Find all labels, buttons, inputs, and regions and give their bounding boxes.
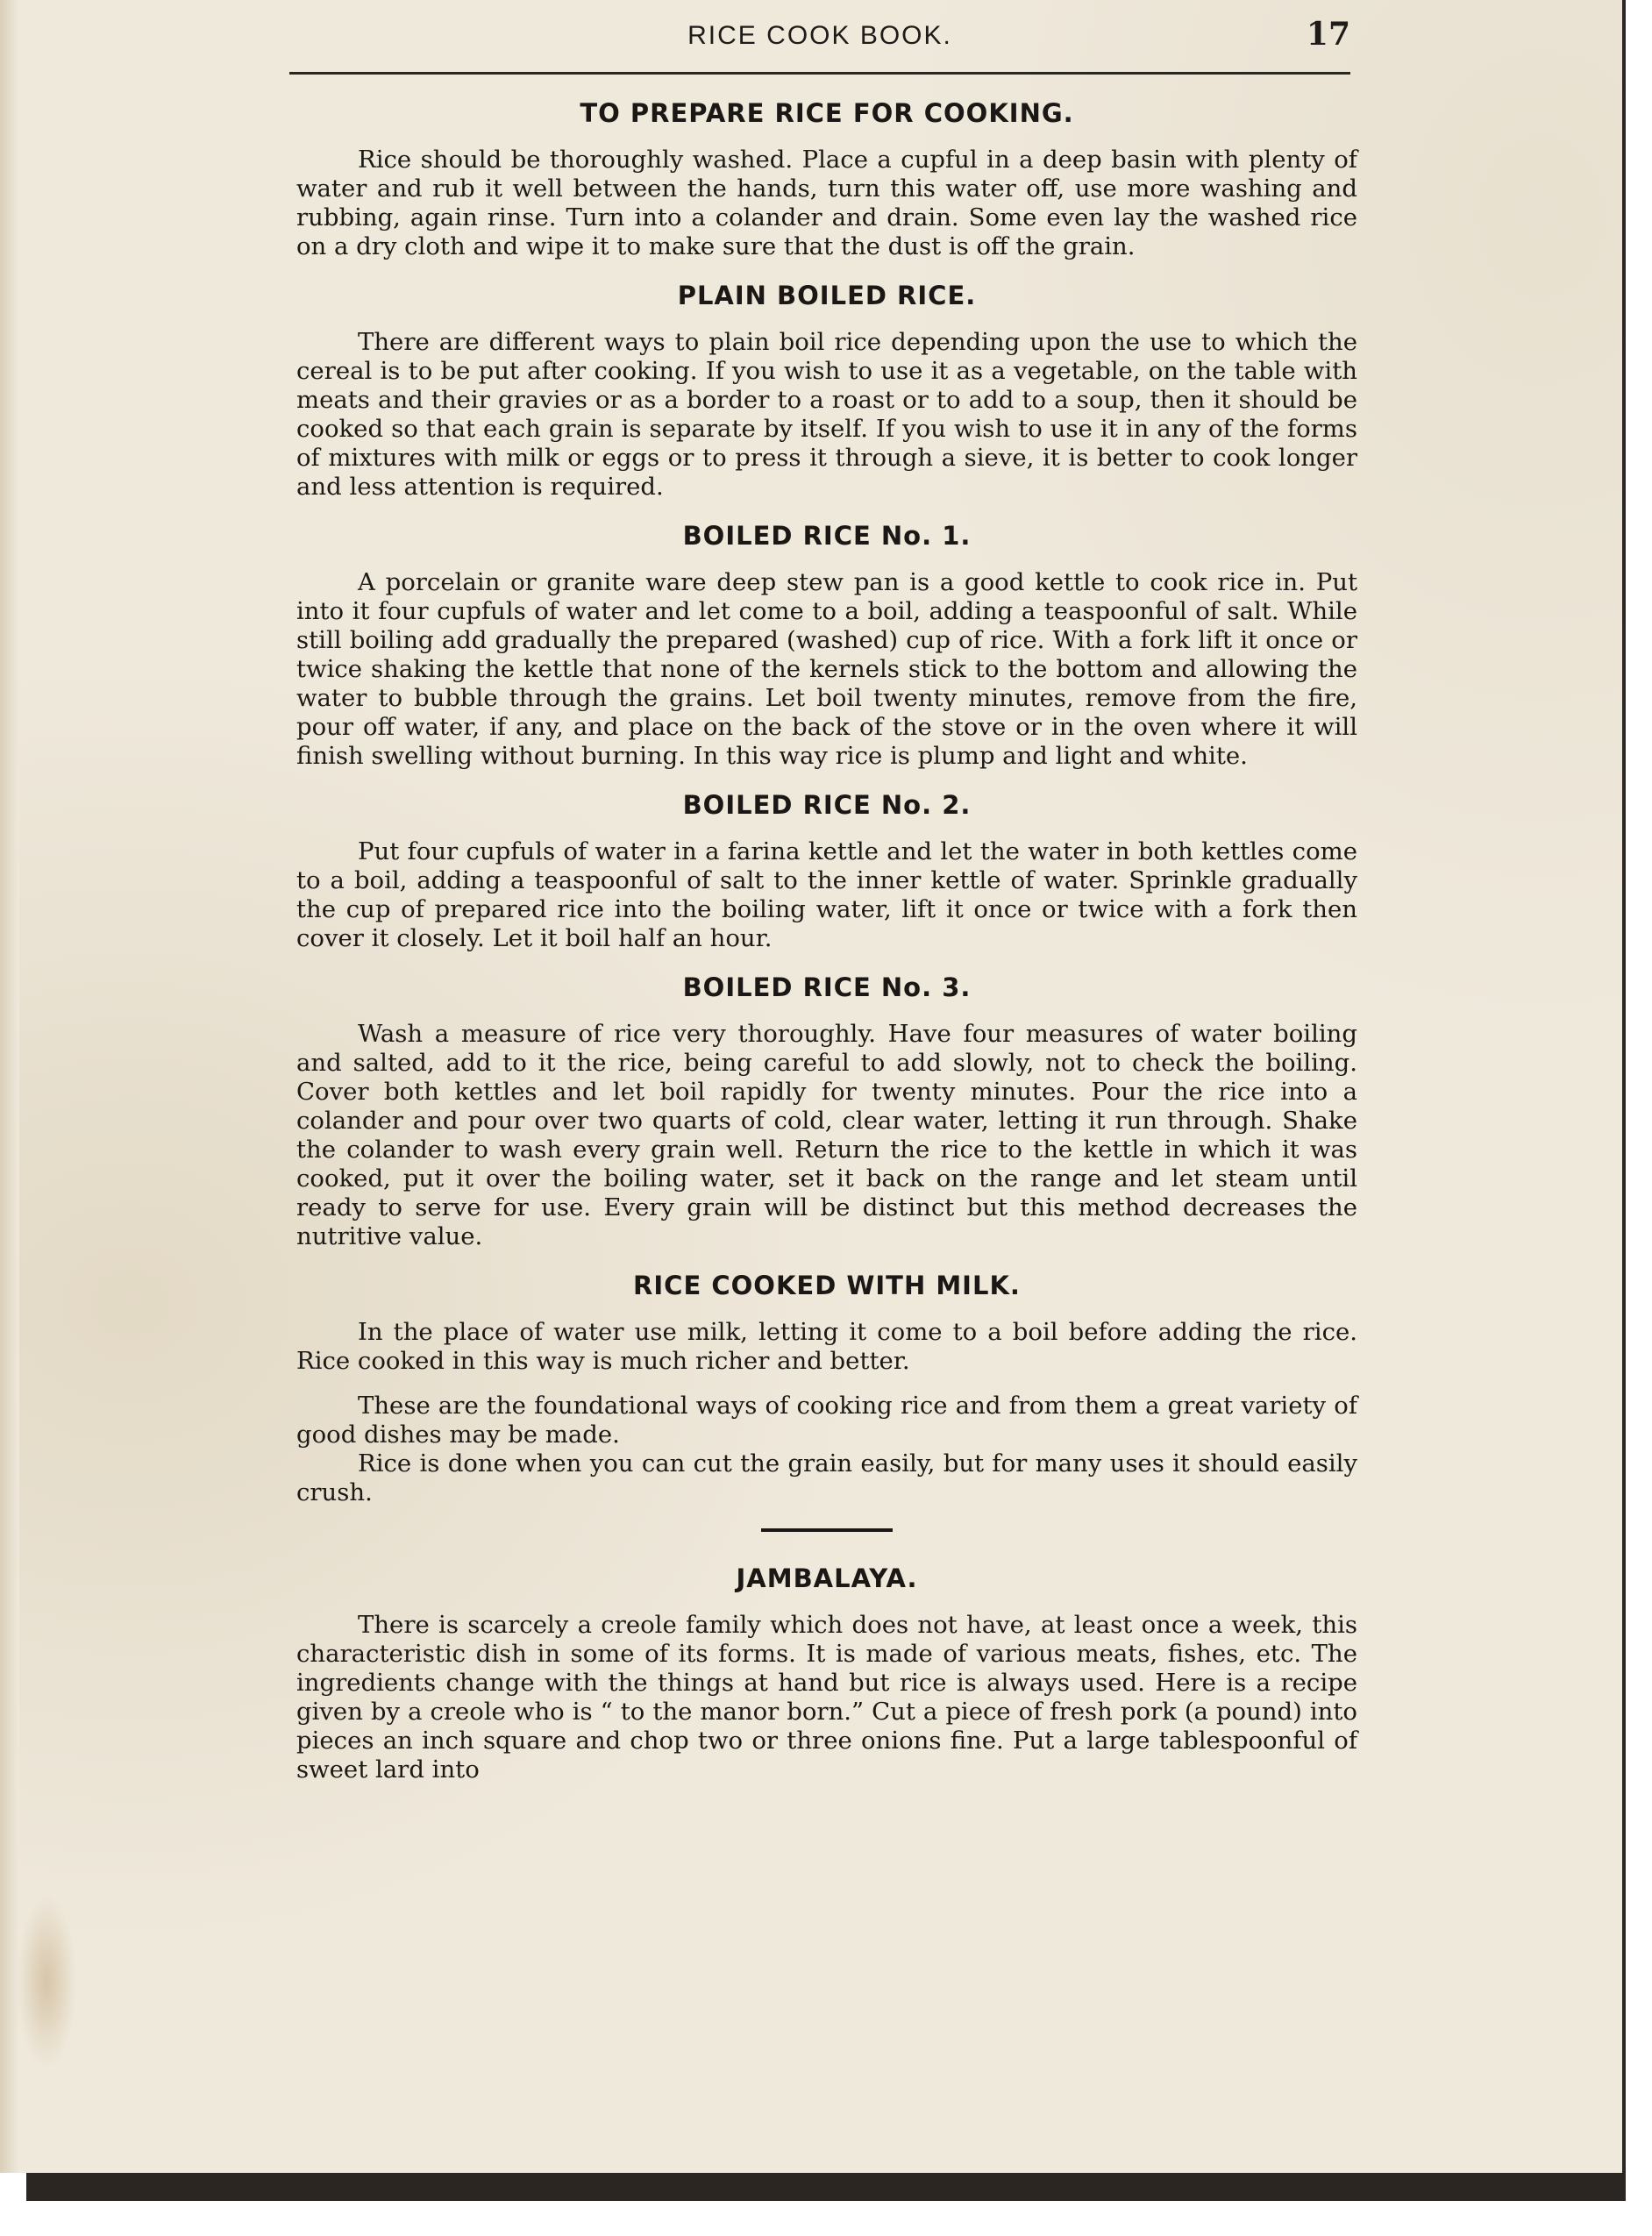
section-title: BOILED RICE No. 1. <box>682 521 972 551</box>
paragraph: In the place of water use milk, letting it come to a boil before adding the rice. Rice cooked in this way is much richer and better. <box>296 1318 1357 1375</box>
section-plain-boiled-rice <box>296 281 1357 502</box>
paragraph: Rice should be thoroughly washed. Place a cupful in a deep basin with plenty of water and rub it well between the hands, turn this water off, use more washing and rubbing, again rinse. Turn into a colander and drain. Some even lay the washed rice on a dry cloth and wipe it to make sure that the dust is off the grain. <box>296 146 1357 260</box>
page-content <box>296 98 1357 1784</box>
binding-edge <box>0 0 19 2173</box>
paragraph: There are different ways to plain boil rice depending upon the use to which the cereal is to be put after cooking. If you wish to use it as a vegetable, on the table with meats and their gravies or as a border to a roast or to add to a soup, then it should be cooked so that each grain is separate by itself. If you wish to use it in any of the forms of mixtures with milk or eggs or to press it through a sieve, it is better to cook longer and less attention is required. <box>296 328 1357 501</box>
running-title: RICE COOK BOOK. <box>687 21 952 50</box>
section-boiled-rice-3 <box>296 972 1357 1251</box>
paragraph: Rice is done when you can cut the grain easily, but for many uses it should easily crush. <box>296 1449 1357 1506</box>
section-title: BOILED RICE No. 2. <box>682 790 972 820</box>
paragraph: There is scarcely a creole family which does not have, at least once a week, this characteristic dish in some of its forms. It is made of various meats, fishes, etc. The ingredients change with the things at hand but rice is always used. Here is a recipe given by a creole who is “ to the manor born.” Cut a piece of fresh pork (a pound) into pieces an inch square and chop two or three onions fine. Put a large tablespoonful of sweet lard into <box>296 1611 1357 1784</box>
page-number: 17 <box>1306 16 1350 53</box>
header-rule <box>289 72 1350 75</box>
section-jambalaya <box>296 1563 1357 1784</box>
page-stain <box>16 1894 77 2069</box>
paragraph: These are the foundational ways of cooking rice and from them a great variety of good dishes may be made. <box>296 1392 1357 1449</box>
paragraph: Wash a measure of rice very thoroughly. Have four measures of water boiling and salted, add to it the rice, being careful to add slowly, not to check the boiling. Cover both kettles and let boil rapidly for twenty minutes. Pour the rice into a colander and pour over two quarts of cold, clear water, letting it run through. Shake the colander to wash every grain well. Return the rice to the kettle in which it was cooked, put it over the boiling water, set it back on the range and let steam until ready to serve for use. Every grain will be distinct but this method decreases the nutritive value. <box>296 1020 1357 1250</box>
section-title: TO PREPARE RICE FOR COOKING. <box>580 98 1074 128</box>
page-header <box>289 16 1350 68</box>
section-title: JAMBALAYA. <box>736 1563 918 1593</box>
section-rice-with-milk <box>296 1271 1357 1507</box>
section-title: PLAIN BOILED RICE. <box>677 281 977 310</box>
section-boiled-rice-1 <box>296 521 1357 771</box>
section-prepare-rice <box>296 98 1357 261</box>
section-title: RICE COOKED WITH MILK. <box>633 1271 1021 1300</box>
paragraph: A porcelain or granite ware deep stew pan is a good kettle to cook rice in. Put into it four cupfuls of water and let come to a boil, adding a teaspoonful of salt. While still boiling add gradually the prepared (washed) cup of rice. With a fork lift it once or twice shaking the kettle that none of the kernels stick to the bottom and allowing the water to bubble through the grains. Let boil twenty minutes, remove from the fire, pour off water, if any, and place on the back of the stove or in the oven where it will finish swelling without burning. In this way rice is plump and light and white. <box>296 568 1357 770</box>
section-title: BOILED RICE No. 3. <box>682 972 972 1002</box>
section-boiled-rice-2 <box>296 790 1357 953</box>
section-divider <box>761 1528 893 1532</box>
paragraph: Put four cupfuls of water in a farina kettle and let the water in both kettles come to a boil, adding a teaspoonful of salt to the inner kettle of water. Sprinkle gradually the cup of prepared rice into the boiling water, lift it once or twice with a fork then cover it closely. Let it boil half an hour. <box>296 837 1357 952</box>
